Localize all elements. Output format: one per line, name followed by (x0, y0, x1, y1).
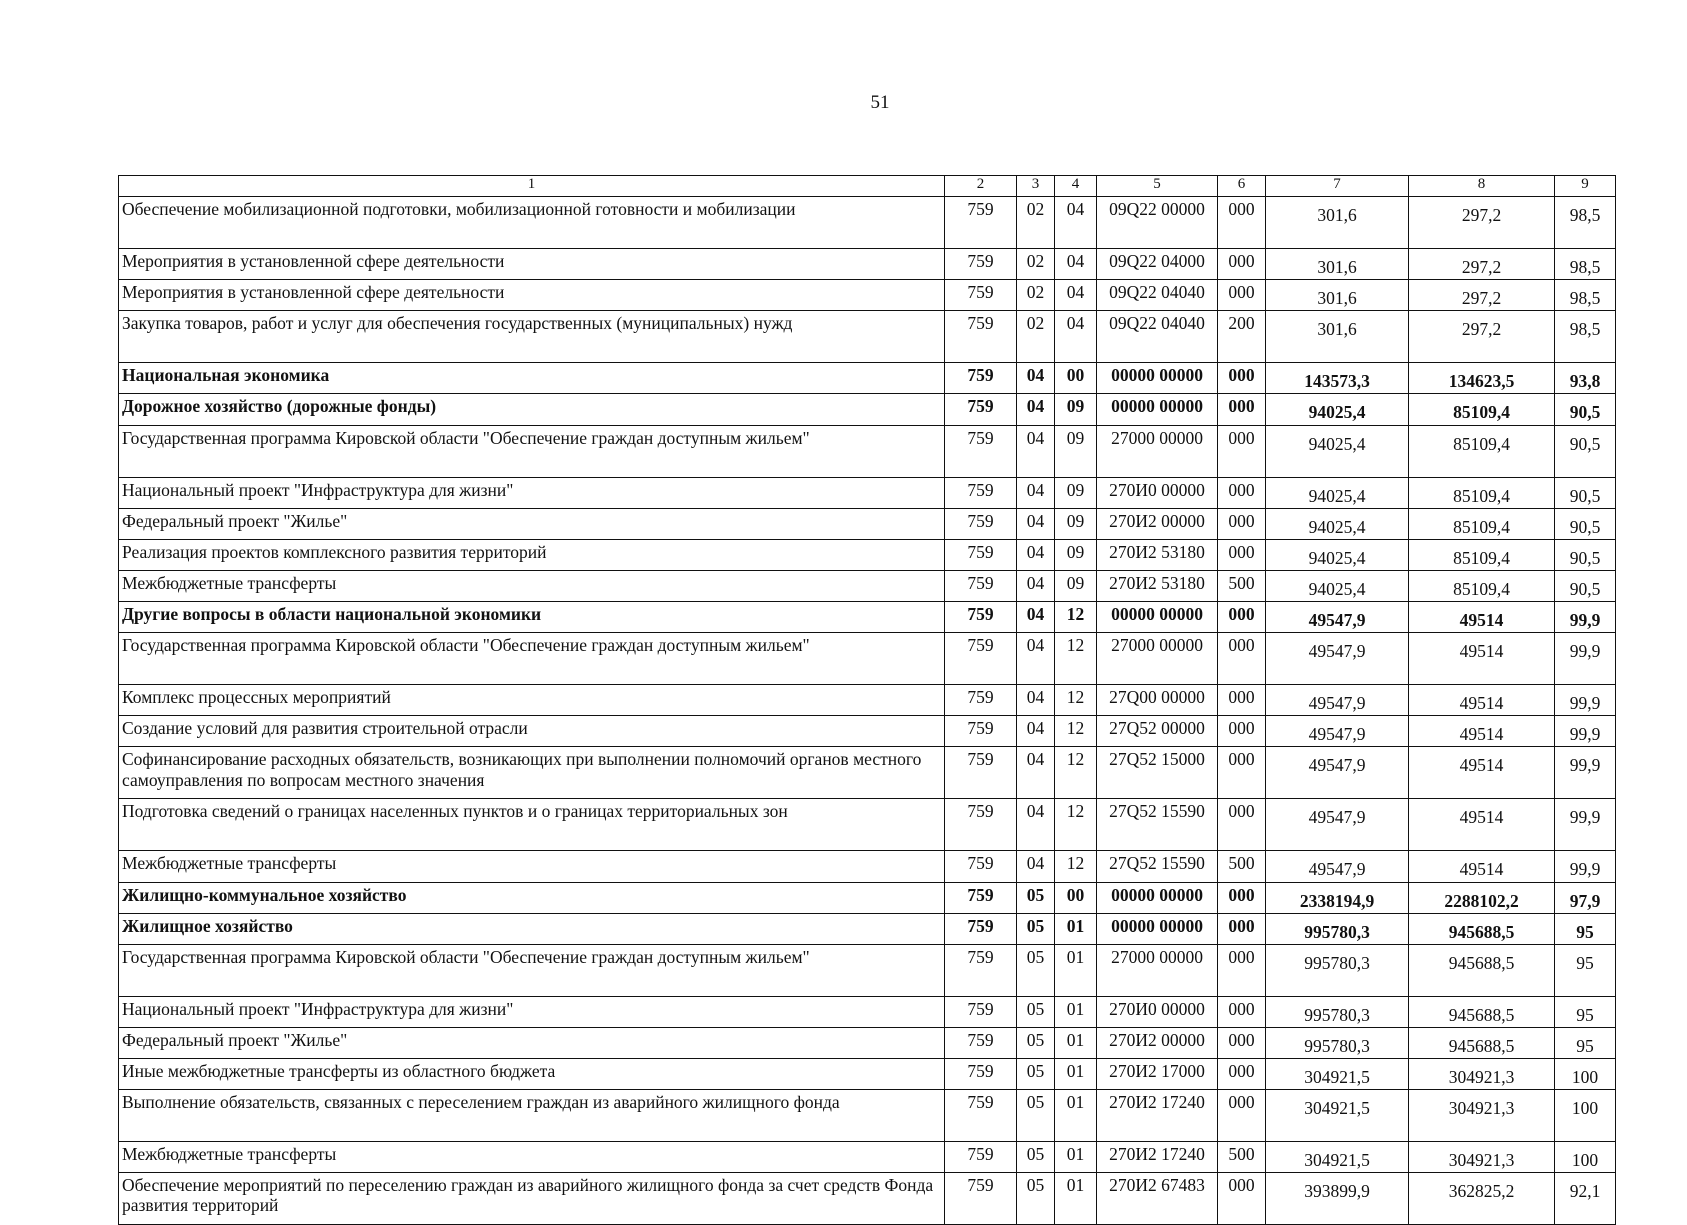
row-value-percent: 97,9 (1555, 882, 1616, 913)
row-code-grbs: 759 (945, 913, 1017, 944)
row-code-subsection: 09 (1055, 425, 1097, 477)
row-value-plan: 94025,4 (1266, 570, 1409, 601)
header-cell: 9 (1555, 176, 1616, 197)
row-code-section: 04 (1017, 851, 1055, 882)
row-code-type: 000 (1218, 913, 1266, 944)
table-row (119, 633, 1616, 685)
row-code-grbs: 759 (945, 944, 1017, 996)
row-name: Национальная экономика (119, 363, 945, 394)
row-code-target: 270И0 00000 (1097, 477, 1218, 508)
table-row (119, 249, 1616, 280)
row-code-type: 000 (1218, 539, 1266, 570)
header-cell: 7 (1266, 176, 1409, 197)
row-value-fact: 85109,4 (1409, 394, 1555, 425)
row-value-fact: 49514 (1409, 633, 1555, 685)
row-code-target: 00000 00000 (1097, 394, 1218, 425)
row-value-fact: 49514 (1409, 685, 1555, 716)
row-code-subsection: 01 (1055, 944, 1097, 996)
row-code-grbs: 759 (945, 747, 1017, 799)
row-value-fact: 945688,5 (1409, 996, 1555, 1027)
row-code-type: 000 (1218, 685, 1266, 716)
row-code-type: 000 (1218, 882, 1266, 913)
row-code-grbs: 759 (945, 1090, 1017, 1142)
row-name: Создание условий для развития строительной отрасли (119, 716, 945, 747)
row-value-plan: 995780,3 (1266, 996, 1409, 1027)
row-value-percent: 99,9 (1555, 633, 1616, 685)
row-value-plan: 301,6 (1266, 280, 1409, 311)
row-code-grbs: 759 (945, 1142, 1017, 1173)
row-value-fact: 49514 (1409, 602, 1555, 633)
row-value-percent: 98,5 (1555, 280, 1616, 311)
row-value-plan: 49547,9 (1266, 716, 1409, 747)
row-value-plan: 94025,4 (1266, 508, 1409, 539)
table-row (119, 425, 1616, 477)
row-value-fact: 362825,2 (1409, 1173, 1555, 1225)
row-code-section: 05 (1017, 913, 1055, 944)
row-value-fact: 297,2 (1409, 280, 1555, 311)
row-name: Национальный проект "Инфраструктура для жизни" (119, 996, 945, 1027)
row-code-grbs: 759 (945, 363, 1017, 394)
row-value-percent: 99,9 (1555, 799, 1616, 851)
row-code-type: 000 (1218, 394, 1266, 425)
row-code-subsection: 12 (1055, 851, 1097, 882)
header-cell: 5 (1097, 176, 1218, 197)
row-code-target: 09Q22 04040 (1097, 311, 1218, 363)
row-code-section: 05 (1017, 1090, 1055, 1142)
row-value-percent: 95 (1555, 913, 1616, 944)
row-value-percent: 90,5 (1555, 570, 1616, 601)
row-value-plan: 995780,3 (1266, 913, 1409, 944)
row-code-section: 05 (1017, 944, 1055, 996)
table-row (119, 477, 1616, 508)
row-code-grbs: 759 (945, 602, 1017, 633)
row-code-grbs: 759 (945, 249, 1017, 280)
row-value-percent: 95 (1555, 944, 1616, 996)
row-code-grbs: 759 (945, 716, 1017, 747)
row-name: Закупка товаров, работ и услуг для обеспечения государственных (муниципальных) нужд (119, 311, 945, 363)
row-code-type: 000 (1218, 197, 1266, 249)
row-value-fact: 945688,5 (1409, 913, 1555, 944)
row-code-section: 04 (1017, 633, 1055, 685)
row-code-section: 04 (1017, 570, 1055, 601)
row-code-section: 04 (1017, 539, 1055, 570)
row-code-grbs: 759 (945, 394, 1017, 425)
row-value-fact: 304921,3 (1409, 1090, 1555, 1142)
row-code-type: 000 (1218, 249, 1266, 280)
table-row (119, 602, 1616, 633)
row-code-target: 09Q22 04040 (1097, 280, 1218, 311)
row-value-percent: 100 (1555, 1090, 1616, 1142)
row-code-grbs: 759 (945, 425, 1017, 477)
table-row (119, 311, 1616, 363)
row-code-grbs: 759 (945, 508, 1017, 539)
header-cell: 1 (119, 176, 945, 197)
budget-table (118, 175, 1616, 1225)
row-code-subsection: 12 (1055, 633, 1097, 685)
row-code-grbs: 759 (945, 882, 1017, 913)
row-code-type: 000 (1218, 716, 1266, 747)
row-name: Жилищно-коммунальное хозяйство (119, 882, 945, 913)
row-code-target: 27000 00000 (1097, 633, 1218, 685)
table-row (119, 363, 1616, 394)
row-code-target: 27Q00 00000 (1097, 685, 1218, 716)
row-value-fact: 85109,4 (1409, 539, 1555, 570)
row-code-type: 000 (1218, 1027, 1266, 1058)
row-code-target: 270И0 00000 (1097, 996, 1218, 1027)
row-value-plan: 143573,3 (1266, 363, 1409, 394)
row-value-plan: 94025,4 (1266, 394, 1409, 425)
row-code-subsection: 01 (1055, 1173, 1097, 1225)
row-code-section: 02 (1017, 197, 1055, 249)
row-value-fact: 304921,3 (1409, 1142, 1555, 1173)
row-code-section: 04 (1017, 685, 1055, 716)
row-name: Федеральный проект "Жилье" (119, 508, 945, 539)
row-value-plan: 301,6 (1266, 311, 1409, 363)
table-row (119, 280, 1616, 311)
row-code-section: 04 (1017, 602, 1055, 633)
row-code-target: 270И2 53180 (1097, 570, 1218, 601)
row-code-subsection: 09 (1055, 539, 1097, 570)
page-number: 51 (870, 92, 890, 113)
row-value-plan: 304921,5 (1266, 1142, 1409, 1173)
row-code-type: 000 (1218, 602, 1266, 633)
row-code-grbs: 759 (945, 1027, 1017, 1058)
row-code-type: 200 (1218, 311, 1266, 363)
row-value-plan: 94025,4 (1266, 477, 1409, 508)
row-value-percent: 95 (1555, 996, 1616, 1027)
row-code-grbs: 759 (945, 280, 1017, 311)
row-value-plan: 2338194,9 (1266, 882, 1409, 913)
row-value-percent: 93,8 (1555, 363, 1616, 394)
row-code-subsection: 04 (1055, 311, 1097, 363)
row-value-fact: 297,2 (1409, 249, 1555, 280)
table-row (119, 996, 1616, 1027)
row-name: Государственная программа Кировской области "Обеспечение граждан доступным жильем" (119, 633, 945, 685)
row-value-fact: 945688,5 (1409, 944, 1555, 996)
row-code-section: 02 (1017, 311, 1055, 363)
row-value-plan: 49547,9 (1266, 747, 1409, 799)
row-code-target: 09Q22 00000 (1097, 197, 1218, 249)
row-value-plan: 49547,9 (1266, 685, 1409, 716)
row-code-section: 05 (1017, 1027, 1055, 1058)
row-code-target: 27Q52 15590 (1097, 799, 1218, 851)
row-code-type: 000 (1218, 1173, 1266, 1225)
row-value-percent: 99,9 (1555, 747, 1616, 799)
row-code-target: 27Q52 15590 (1097, 851, 1218, 882)
row-code-section: 04 (1017, 747, 1055, 799)
row-code-grbs: 759 (945, 570, 1017, 601)
row-value-fact: 945688,5 (1409, 1027, 1555, 1058)
row-code-subsection: 01 (1055, 996, 1097, 1027)
row-code-grbs: 759 (945, 799, 1017, 851)
row-code-subsection: 00 (1055, 363, 1097, 394)
row-code-subsection: 01 (1055, 1027, 1097, 1058)
row-value-percent: 90,5 (1555, 394, 1616, 425)
row-code-type: 000 (1218, 944, 1266, 996)
row-name: Иные межбюджетные трансферты из областного бюджета (119, 1059, 945, 1090)
row-name: Обеспечение мероприятий по переселению граждан из аварийного жилищного фонда за счет средств Фонда развития территорий (119, 1173, 945, 1225)
row-value-plan: 304921,5 (1266, 1059, 1409, 1090)
row-code-target: 27000 00000 (1097, 425, 1218, 477)
row-code-type: 000 (1218, 996, 1266, 1027)
row-value-fact: 297,2 (1409, 197, 1555, 249)
row-code-subsection: 01 (1055, 1090, 1097, 1142)
row-name: Дорожное хозяйство (дорожные фонды) (119, 394, 945, 425)
row-code-grbs: 759 (945, 311, 1017, 363)
row-code-type: 500 (1218, 851, 1266, 882)
table-row (119, 685, 1616, 716)
row-value-plan: 301,6 (1266, 197, 1409, 249)
row-value-fact: 49514 (1409, 716, 1555, 747)
row-code-subsection: 12 (1055, 685, 1097, 716)
table-row (119, 197, 1616, 249)
table-row (119, 394, 1616, 425)
row-value-fact: 85109,4 (1409, 570, 1555, 601)
row-code-type: 000 (1218, 425, 1266, 477)
row-code-subsection: 01 (1055, 1142, 1097, 1173)
table-row (119, 508, 1616, 539)
table-header-row (119, 176, 1616, 197)
row-code-target: 00000 00000 (1097, 363, 1218, 394)
header-cell: 4 (1055, 176, 1097, 197)
row-value-percent: 98,5 (1555, 311, 1616, 363)
row-code-grbs: 759 (945, 1173, 1017, 1225)
row-value-percent: 99,9 (1555, 851, 1616, 882)
row-value-fact: 2288102,2 (1409, 882, 1555, 913)
row-code-type: 000 (1218, 747, 1266, 799)
row-code-type: 000 (1218, 633, 1266, 685)
row-code-section: 05 (1017, 882, 1055, 913)
table-row (119, 716, 1616, 747)
header-cell: 2 (945, 176, 1017, 197)
row-code-type: 000 (1218, 477, 1266, 508)
row-value-percent: 99,9 (1555, 602, 1616, 633)
row-code-subsection: 04 (1055, 197, 1097, 249)
row-code-section: 02 (1017, 280, 1055, 311)
row-code-subsection: 09 (1055, 508, 1097, 539)
row-code-grbs: 759 (945, 633, 1017, 685)
row-value-percent: 99,9 (1555, 685, 1616, 716)
row-name: Другие вопросы в области национальной экономики (119, 602, 945, 633)
row-code-type: 000 (1218, 799, 1266, 851)
row-code-type: 000 (1218, 508, 1266, 539)
row-name: Межбюджетные трансферты (119, 851, 945, 882)
table-row (119, 747, 1616, 799)
row-name: Государственная программа Кировской области "Обеспечение граждан доступным жильем" (119, 944, 945, 996)
table-row (119, 882, 1616, 913)
row-code-subsection: 01 (1055, 913, 1097, 944)
row-code-target: 09Q22 04000 (1097, 249, 1218, 280)
row-value-plan: 995780,3 (1266, 944, 1409, 996)
row-code-type: 000 (1218, 1059, 1266, 1090)
table-row (119, 913, 1616, 944)
row-value-percent: 95 (1555, 1027, 1616, 1058)
table-row (119, 570, 1616, 601)
row-name: Федеральный проект "Жилье" (119, 1027, 945, 1058)
row-value-fact: 297,2 (1409, 311, 1555, 363)
row-code-section: 04 (1017, 508, 1055, 539)
table-row (119, 1059, 1616, 1090)
row-value-plan: 304921,5 (1266, 1090, 1409, 1142)
row-value-plan: 49547,9 (1266, 851, 1409, 882)
table-row (119, 1027, 1616, 1058)
row-code-subsection: 00 (1055, 882, 1097, 913)
row-code-target: 00000 00000 (1097, 913, 1218, 944)
row-code-subsection: 12 (1055, 716, 1097, 747)
row-code-target: 27Q52 00000 (1097, 716, 1218, 747)
row-code-target: 00000 00000 (1097, 602, 1218, 633)
header-cell: 3 (1017, 176, 1055, 197)
row-code-type: 000 (1218, 1090, 1266, 1142)
table-row (119, 944, 1616, 996)
row-code-target: 270И2 00000 (1097, 508, 1218, 539)
row-value-plan: 301,6 (1266, 249, 1409, 280)
row-value-fact: 85109,4 (1409, 477, 1555, 508)
row-code-subsection: 12 (1055, 799, 1097, 851)
row-code-target: 270И2 00000 (1097, 1027, 1218, 1058)
row-name: Комплекс процессных мероприятий (119, 685, 945, 716)
row-code-section: 04 (1017, 394, 1055, 425)
row-code-type: 500 (1218, 1142, 1266, 1173)
table-row (119, 1173, 1616, 1225)
row-code-section: 05 (1017, 1142, 1055, 1173)
row-name: Выполнение обязательств, связанных с переселением граждан из аварийного жилищного фонда (119, 1090, 945, 1142)
row-name: Мероприятия в установленной сфере деятельности (119, 280, 945, 311)
row-value-percent: 99,9 (1555, 716, 1616, 747)
table-row (119, 1090, 1616, 1142)
row-code-section: 02 (1017, 249, 1055, 280)
row-value-percent: 90,5 (1555, 539, 1616, 570)
row-code-section: 04 (1017, 716, 1055, 747)
row-code-section: 05 (1017, 996, 1055, 1027)
row-code-section: 04 (1017, 363, 1055, 394)
row-code-grbs: 759 (945, 477, 1017, 508)
row-value-plan: 49547,9 (1266, 602, 1409, 633)
row-value-percent: 92,1 (1555, 1173, 1616, 1225)
row-code-subsection: 04 (1055, 280, 1097, 311)
row-code-target: 270И2 67483 (1097, 1173, 1218, 1225)
row-name: Национальный проект "Инфраструктура для жизни" (119, 477, 945, 508)
row-name: Межбюджетные трансферты (119, 1142, 945, 1173)
row-code-type: 000 (1218, 363, 1266, 394)
row-code-grbs: 759 (945, 685, 1017, 716)
table-row (119, 1142, 1616, 1173)
table-row (119, 539, 1616, 570)
row-value-percent: 100 (1555, 1142, 1616, 1173)
row-value-fact: 85109,4 (1409, 425, 1555, 477)
row-code-grbs: 759 (945, 197, 1017, 249)
row-value-fact: 304921,3 (1409, 1059, 1555, 1090)
row-name: Мероприятия в установленной сфере деятельности (119, 249, 945, 280)
row-code-grbs: 759 (945, 851, 1017, 882)
row-code-type: 500 (1218, 570, 1266, 601)
row-value-percent: 90,5 (1555, 425, 1616, 477)
row-name: Обеспечение мобилизационной подготовки, мобилизационной готовности и мобилизации (119, 197, 945, 249)
row-value-percent: 100 (1555, 1059, 1616, 1090)
row-value-percent: 98,5 (1555, 249, 1616, 280)
row-code-section: 04 (1017, 799, 1055, 851)
header-cell: 8 (1409, 176, 1555, 197)
row-value-plan: 393899,9 (1266, 1173, 1409, 1225)
row-value-plan: 995780,3 (1266, 1027, 1409, 1058)
table-row (119, 799, 1616, 851)
row-value-percent: 90,5 (1555, 477, 1616, 508)
row-name: Софинансирование расходных обязательств, возникающих при выполнении полномочий органов местного самоуправления по вопросам местного значения (119, 747, 945, 799)
row-code-target: 270И2 17240 (1097, 1142, 1218, 1173)
row-value-fact: 49514 (1409, 851, 1555, 882)
row-code-target: 00000 00000 (1097, 882, 1218, 913)
row-value-plan: 49547,9 (1266, 799, 1409, 851)
row-code-subsection: 09 (1055, 570, 1097, 601)
row-name: Жилищное хозяйство (119, 913, 945, 944)
row-code-section: 05 (1017, 1059, 1055, 1090)
row-code-section: 04 (1017, 477, 1055, 508)
row-code-section: 04 (1017, 425, 1055, 477)
row-name: Реализация проектов комплексного развития территорий (119, 539, 945, 570)
row-code-target: 270И2 17240 (1097, 1090, 1218, 1142)
row-code-subsection: 12 (1055, 747, 1097, 799)
row-code-subsection: 04 (1055, 249, 1097, 280)
header-cell: 6 (1218, 176, 1266, 197)
row-code-subsection: 12 (1055, 602, 1097, 633)
row-code-grbs: 759 (945, 539, 1017, 570)
row-name: Государственная программа Кировской области "Обеспечение граждан доступным жильем" (119, 425, 945, 477)
row-code-subsection: 01 (1055, 1059, 1097, 1090)
row-code-subsection: 09 (1055, 394, 1097, 425)
row-code-grbs: 759 (945, 996, 1017, 1027)
row-name: Межбюджетные трансферты (119, 570, 945, 601)
row-code-target: 27000 00000 (1097, 944, 1218, 996)
row-code-grbs: 759 (945, 1059, 1017, 1090)
row-value-fact: 134623,5 (1409, 363, 1555, 394)
row-code-subsection: 09 (1055, 477, 1097, 508)
row-value-percent: 90,5 (1555, 508, 1616, 539)
row-code-target: 270И2 53180 (1097, 539, 1218, 570)
row-value-fact: 85109,4 (1409, 508, 1555, 539)
row-value-fact: 49514 (1409, 799, 1555, 851)
row-code-target: 27Q52 15000 (1097, 747, 1218, 799)
row-code-type: 000 (1218, 280, 1266, 311)
row-value-plan: 94025,4 (1266, 425, 1409, 477)
table-row (119, 851, 1616, 882)
row-value-plan: 49547,9 (1266, 633, 1409, 685)
row-code-section: 05 (1017, 1173, 1055, 1225)
row-value-fact: 49514 (1409, 747, 1555, 799)
row-code-target: 270И2 17000 (1097, 1059, 1218, 1090)
row-value-percent: 98,5 (1555, 197, 1616, 249)
row-value-plan: 94025,4 (1266, 539, 1409, 570)
row-name: Подготовка сведений о границах населенных пунктов и о границах территориальных зон (119, 799, 945, 851)
